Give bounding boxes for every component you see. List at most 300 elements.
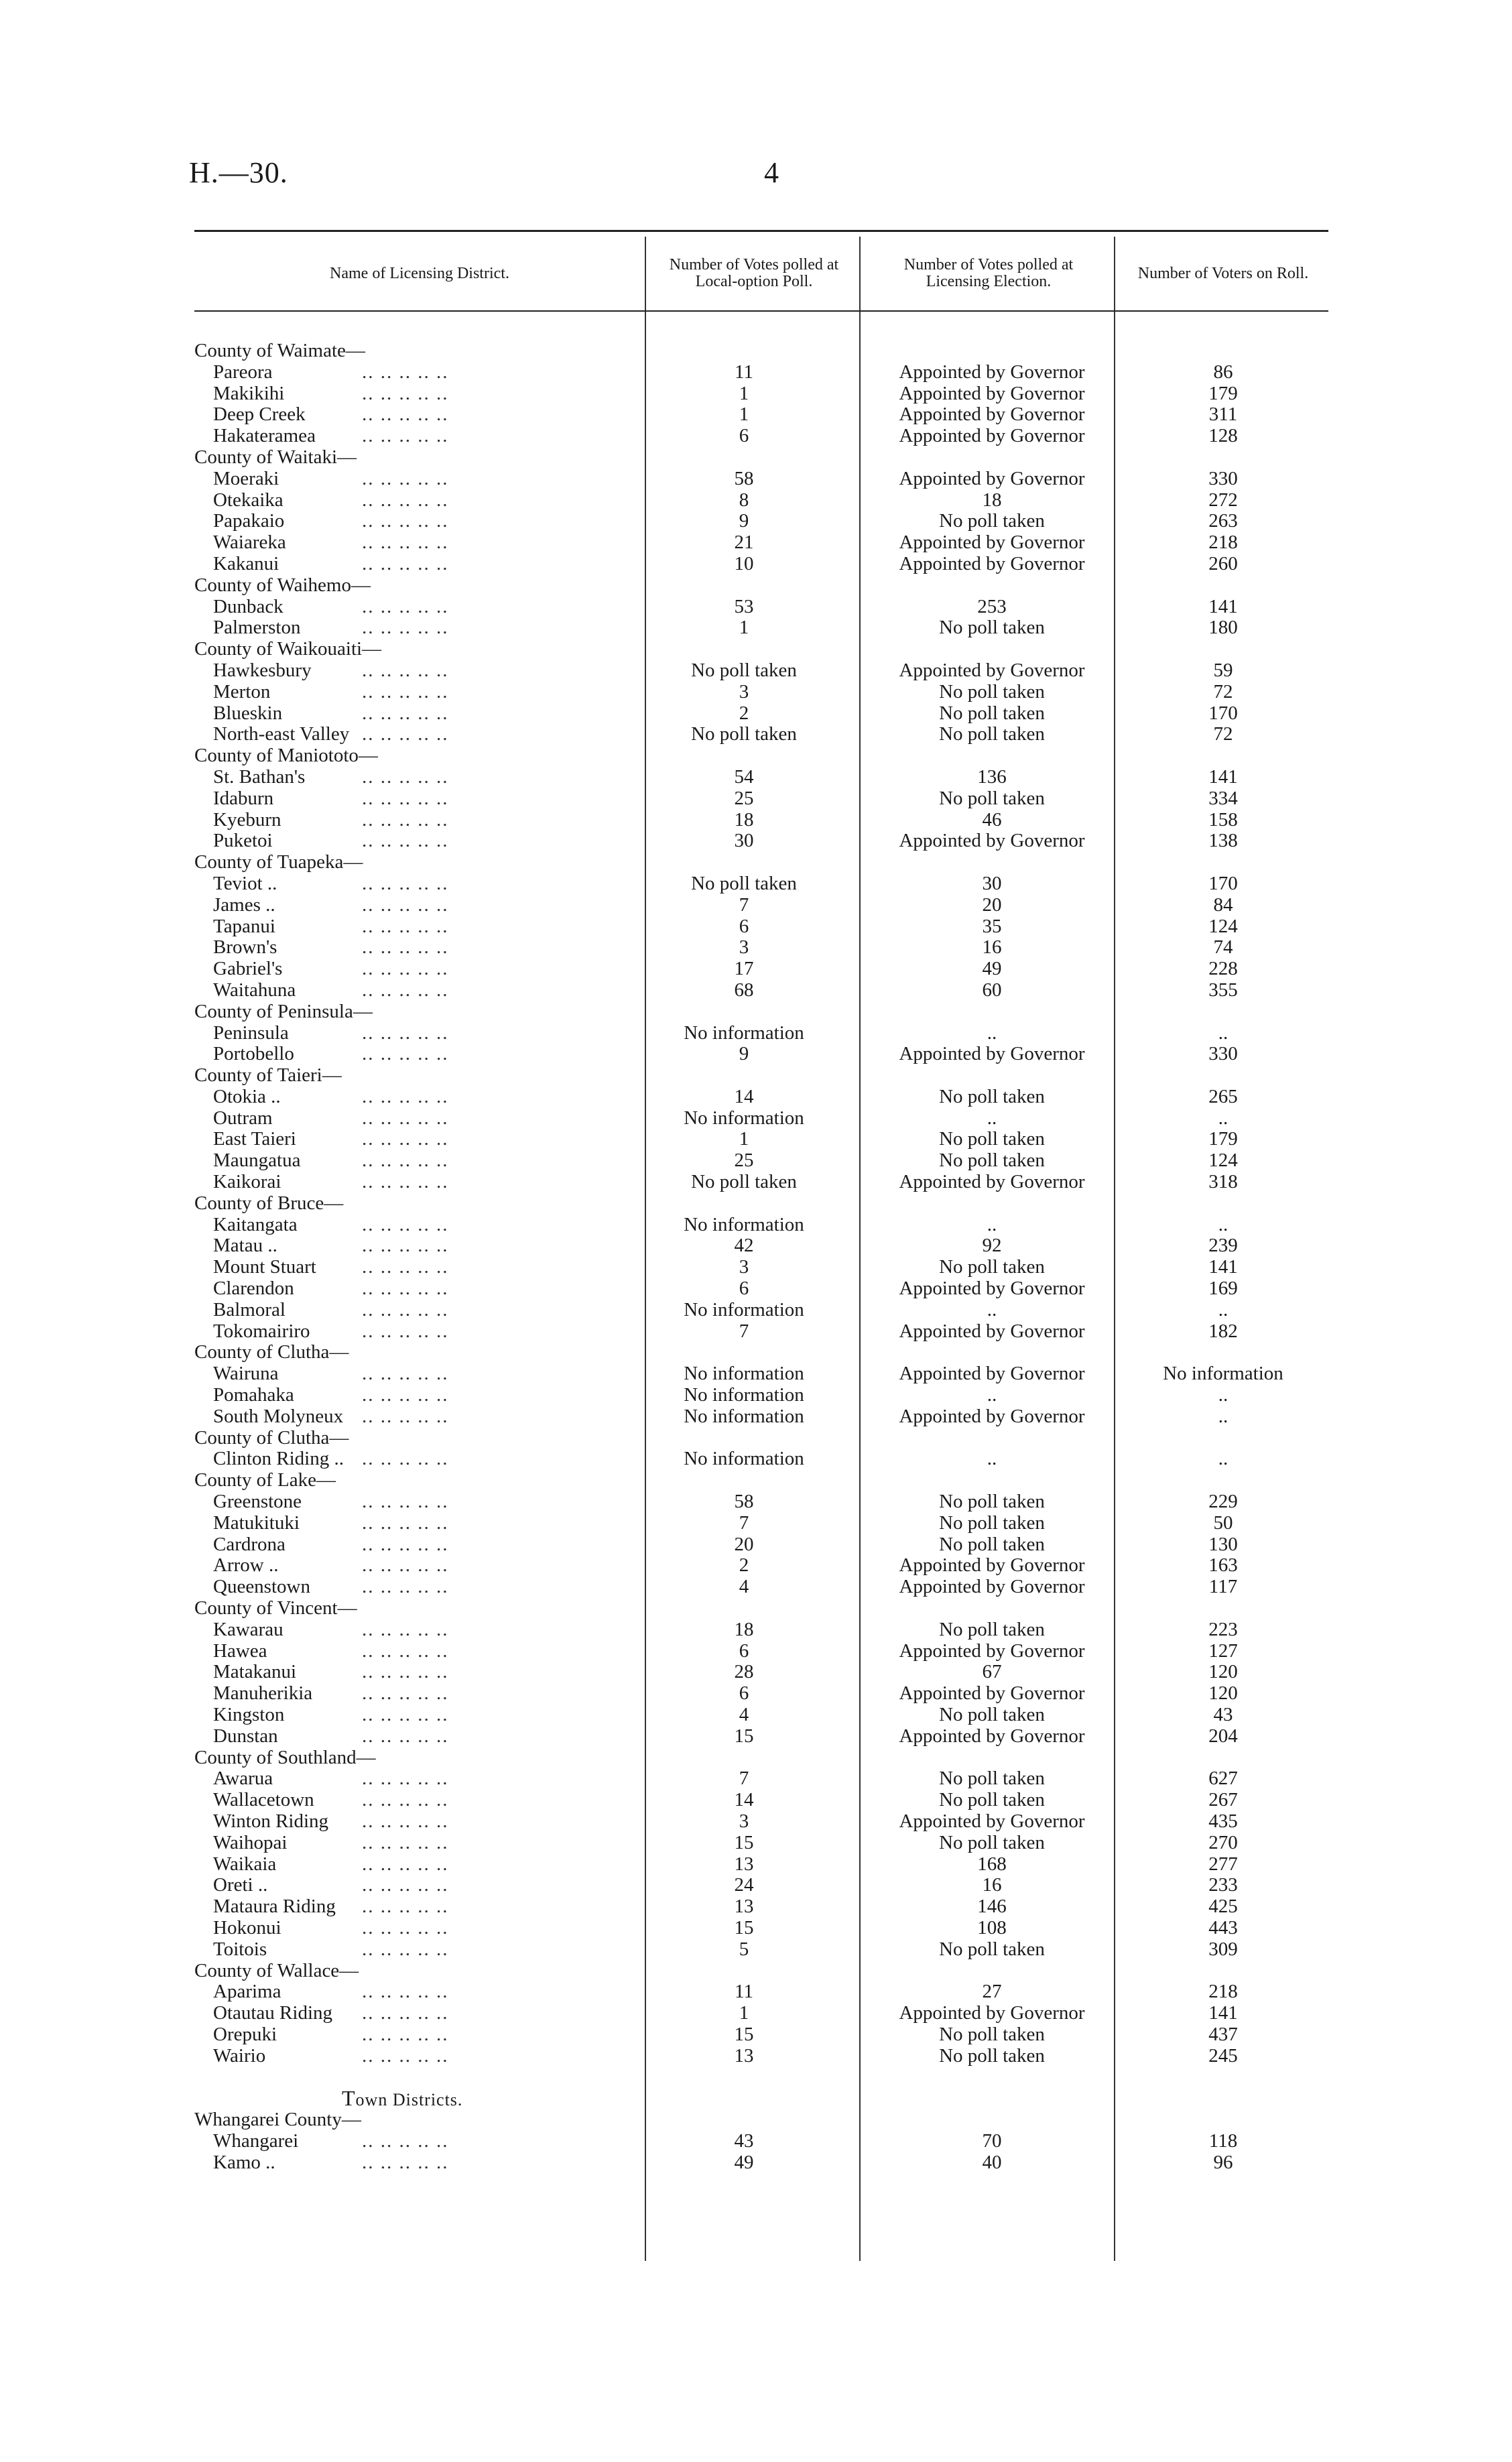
table-row [194,873,1328,895]
licensing-votes: 16 [982,1874,1002,1896]
voters-on-roll: 270 [1208,1831,1238,1853]
district-name: Oreti .. [213,1875,271,1896]
licensing-votes: Appointed by Governor [899,467,1085,489]
header-licensing: Number of Votes polled at Licensing Election. [903,256,1074,290]
table-row [194,1790,1328,1811]
local-option-votes: No poll taken [691,1171,797,1193]
local-option-votes: 4 [739,1704,749,1725]
leader-dots: .. .. .. .. .. [362,1022,449,1044]
licensing-votes: 27 [982,1981,1002,2003]
voters-on-roll: 330 [1208,1043,1238,1065]
licensing-votes: No poll taken [939,1938,1045,1960]
page-reference: H.—30. [189,156,288,189]
table-row [194,362,1328,383]
district-name: Dunback [213,597,288,618]
voters-on-roll: 627 [1208,1768,1238,1790]
table-row [194,1257,1328,1278]
local-option-votes: 54 [734,765,754,788]
local-option-votes: 3 [739,1810,749,1832]
licensing-votes: Appointed by Governor [899,1554,1085,1577]
county-name: County of Bruce— [194,1192,344,1214]
voters-on-roll: 272 [1208,489,1238,511]
licensing-votes: Appointed by Governor [899,361,1085,383]
district-name: Cardrona [213,1534,290,1556]
voters-on-roll: 180 [1208,617,1238,639]
table-row [194,1726,1328,1747]
table-row [194,1768,1328,1790]
local-option-votes: 42 [734,1235,754,1257]
table-row [194,1619,1328,1641]
licensing-votes: Appointed by Governor [899,830,1085,852]
table-row [194,810,1328,831]
voters-on-roll: 239 [1208,1235,1238,1257]
local-option-votes: 30 [734,830,754,852]
local-option-votes: 58 [734,467,754,489]
voters-on-roll: 96 [1213,2151,1233,2173]
voters-on-roll: 228 [1208,958,1238,980]
leader-dots: .. .. .. .. .. [362,2003,449,2024]
district-name: Kawarau [213,1619,288,1641]
district-name: Deep Creek [213,404,310,426]
header-voters: Number of Voters on Roll. [1137,264,1309,282]
local-option-votes: 1 [739,404,749,426]
district-name: Idaburn [213,788,277,810]
leader-dots: .. .. .. .. .. [362,532,449,554]
leader-dots: .. .. .. .. .. [362,489,449,511]
voters-on-roll: 128 [1208,425,1238,447]
voters-on-roll: .. [1218,1022,1228,1044]
leader-dots: .. .. .. .. .. [362,1555,449,1577]
district-name: Arrow .. [213,1555,282,1577]
county-name: County of Waitaki— [194,446,357,468]
local-option-votes: 13 [734,1896,754,1918]
local-option-votes: 43 [734,2130,754,2152]
table-row [194,1577,1328,1598]
licensing-votes: 253 [977,595,1007,617]
district-name: Moeraki [213,469,283,490]
county-heading [194,639,1328,660]
district-name: Kamo .. [213,2152,279,2174]
licensing-votes: Appointed by Governor [899,659,1085,681]
voters-on-roll: 334 [1208,787,1238,809]
local-option-votes: 6 [739,1640,749,1662]
district-name: Dunstan [213,1726,282,1747]
voters-on-roll: 118 [1208,2130,1238,2152]
district-name: Aparima [213,1981,285,2003]
leader-dots: .. .. .. .. .. [362,1107,449,1129]
district-name: Pareora [213,362,277,383]
leader-dots: .. .. .. .. .. [362,681,449,702]
voters-on-roll: 158 [1208,808,1238,830]
licensing-votes: 136 [977,765,1007,788]
district-name: Clinton Riding .. [213,1449,348,1470]
county-name: County of Waimate— [194,341,365,361]
voters-on-roll: 355 [1208,979,1238,1001]
licensing-votes: No poll taken [939,1256,1045,1278]
licensing-votes: 46 [982,808,1002,830]
voters-on-roll: 182 [1208,1320,1238,1342]
table-row [194,1811,1328,1833]
leader-dots: .. .. .. .. .. [362,1512,449,1534]
local-option-votes: 11 [735,361,753,383]
leader-dots: .. .. .. .. .. [362,1491,449,1513]
licensing-votes: No poll taken [939,510,1045,532]
licensing-votes: No poll taken [939,1512,1045,1534]
table-row [194,1278,1328,1300]
local-option-votes: 3 [739,1256,749,1278]
county-heading [194,852,1328,873]
table-row [194,1534,1328,1556]
table-row [194,1981,1328,2003]
local-option-votes: 13 [734,1853,754,1875]
district-name: Portobello [213,1044,298,1065]
licensing-votes: Appointed by Governor [899,1043,1085,1065]
local-option-votes: 17 [734,958,754,980]
county-heading [194,2109,1328,2131]
local-option-votes: 7 [739,1320,749,1342]
district-name: Waihopai [213,1833,291,1854]
leader-dots: .. .. .. .. .. [362,660,449,681]
table-row [194,788,1328,810]
table-row [194,2152,1328,2174]
district-name: Winton Riding [213,1811,332,1833]
leader-dots: .. .. .. .. .. [362,2152,449,2173]
voters-on-roll: 169 [1208,1278,1238,1300]
licensing-votes: No poll taken [939,702,1045,724]
district-name: Awarua [213,1768,277,1790]
district-name: Kaikorai [213,1172,285,1193]
licensing-votes: No poll taken [939,2023,1045,2045]
leader-dots: .. .. .. .. .. [362,1449,449,1470]
county-heading [194,1342,1328,1363]
district-name: Greenstone [213,1491,306,1513]
table-row [194,1705,1328,1726]
county-name: County of Clutha— [194,1427,349,1449]
header-district: Name of Licensing District. [330,264,509,282]
leader-dots: .. .. .. .. .. [362,2045,449,2067]
leader-dots: .. .. .. .. .. [362,937,449,959]
county-heading [194,1961,1328,1982]
county-heading [194,341,1328,362]
voters-on-roll: 229 [1208,1491,1238,1513]
licensing-votes: .. [987,1384,997,1406]
local-option-votes: 14 [734,1789,754,1811]
table-row [194,703,1328,725]
district-name: Wallacetown [213,1790,318,1811]
local-option-votes: No information [684,1448,804,1470]
table-row [194,959,1328,980]
voters-on-roll: 218 [1208,1981,1238,2003]
voters-on-roll: 124 [1208,915,1238,937]
local-option-votes: No information [684,1022,804,1044]
voters-on-roll: 124 [1208,1150,1238,1172]
voters-on-roll: .. [1218,1213,1228,1235]
table-row [194,767,1328,788]
licensing-votes: No poll taken [939,1768,1045,1790]
district-name: Hakateramea [213,426,320,447]
district-name: Kaitangata [213,1215,302,1236]
licensing-votes: 49 [982,958,1002,980]
table-row [194,469,1328,490]
leader-dots: .. .. .. .. .. [362,1257,449,1278]
leader-dots: .. .. .. .. .. [362,1086,449,1107]
district-name: Waitahuna [213,980,300,1001]
licensing-votes: Appointed by Governor [899,382,1085,404]
leader-dots: .. .. .. .. .. [362,1790,449,1811]
local-option-votes: 21 [734,532,754,554]
voters-on-roll: 425 [1208,1896,1238,1918]
county-name: County of Tuapeka— [194,852,363,873]
leader-dots: .. .. .. .. .. [362,383,449,404]
leader-dots: .. .. .. .. .. [362,1832,449,1853]
voters-on-roll: 179 [1208,1128,1238,1150]
licensing-votes: 35 [982,915,1002,937]
table-row [194,1363,1328,1385]
table-row [194,1491,1328,1513]
local-option-votes: 10 [734,552,754,574]
local-option-votes: 25 [734,1150,754,1172]
county-heading [194,575,1328,597]
district-name: Otekaika [213,490,288,511]
voters-on-roll: 86 [1213,361,1233,383]
table-row [194,1513,1328,1534]
local-option-votes: 15 [734,1725,754,1747]
voters-on-roll: 50 [1213,1512,1233,1534]
county-name: County of Vincent— [194,1598,357,1619]
voters-on-roll: .. [1218,1405,1228,1427]
district-name: Puketoi [213,830,277,852]
local-option-votes: 15 [734,1916,754,1938]
voters-on-roll: 267 [1208,1789,1238,1811]
licensing-votes: 18 [982,489,1002,511]
voters-on-roll: 218 [1208,532,1238,554]
licensing-votes: No poll taken [939,680,1045,702]
licensing-votes: 16 [982,936,1002,959]
local-option-votes: 1 [739,617,749,639]
local-option-votes: 9 [739,510,749,532]
local-option-votes: No information [684,1363,804,1385]
table-row [194,1215,1328,1236]
county-heading [194,1428,1328,1449]
table-row [194,1150,1328,1172]
voters-on-roll: 265 [1208,1085,1238,1107]
leader-dots: .. .. .. .. .. [362,1938,449,1960]
table-row [194,682,1328,703]
leader-dots: .. .. .. .. .. [362,1534,449,1555]
table-row [194,511,1328,532]
district-name: Papakaio [213,511,288,532]
county-name: County of Waihemo— [194,574,371,596]
district-name: Maungatua [213,1150,304,1172]
county-heading [194,1001,1328,1023]
licensing-votes: Appointed by Governor [899,1640,1085,1662]
leader-dots: .. .. .. .. .. [362,553,449,574]
district-name: Waiareka [213,532,290,554]
local-option-votes: 8 [739,489,749,511]
table-row [194,617,1328,639]
table-row [194,1300,1328,1321]
local-option-votes: No information [684,1405,804,1427]
district-name: Brown's [213,937,281,959]
table-row [194,404,1328,426]
leader-dots: .. .. .. .. .. [362,1214,449,1235]
table-top-rule [194,230,1328,232]
leader-dots: .. .. .. .. .. [362,788,449,809]
voters-on-roll: 330 [1208,467,1238,489]
licensing-votes: 20 [982,894,1002,916]
table-row [194,1235,1328,1257]
leader-dots: .. .. .. .. .. [362,1875,449,1896]
county-name: County of Wallace— [194,1960,359,1981]
table-row [194,1555,1328,1577]
district-name: Orepuki [213,2024,281,2046]
district-name: Otautau Riding [213,2003,336,2024]
licensing-votes: No poll taken [939,1128,1045,1150]
licensing-votes: No poll taken [939,617,1045,639]
district-name: Outram [213,1108,277,1129]
licensing-votes: No poll taken [939,1150,1045,1172]
table-row [194,830,1328,852]
county-heading [194,745,1328,767]
licensing-votes: 30 [982,872,1002,894]
county-heading [194,1747,1328,1769]
leader-dots: .. .. .. .. .. [362,809,449,830]
county-name: Whangarei County— [194,2109,361,2131]
table-row [194,980,1328,1001]
district-name: Balmoral [213,1300,290,1321]
local-option-votes: 25 [734,787,754,809]
voters-on-roll: 277 [1208,1853,1238,1875]
table-row [194,1854,1328,1875]
county-name: County of Taieri— [194,1065,342,1087]
local-option-votes: 7 [739,1512,749,1534]
local-option-votes: 53 [734,595,754,617]
leader-dots: .. .. .. .. .. [362,1705,449,1725]
leader-dots: .. .. .. .. .. [362,830,449,852]
district-name: Hawkesbury [213,660,316,682]
county-name: County of Peninsula— [194,1001,373,1022]
licensing-votes: No poll taken [939,1491,1045,1513]
leader-dots: .. .. .. .. .. [362,1278,449,1300]
licensing-votes: Appointed by Governor [899,552,1085,574]
leader-dots: .. .. .. .. .. [362,1385,449,1406]
voters-on-roll: 59 [1213,659,1233,681]
district-name: East Taieri [213,1129,300,1150]
licensing-votes: Appointed by Governor [899,425,1085,447]
leader-dots: .. .. .. .. .. [362,1363,449,1385]
district-name: Kakanui [213,554,283,575]
district-name: Tapanui [213,916,279,938]
local-option-votes: No poll taken [691,872,797,894]
licensing-votes: Appointed by Governor [899,1725,1085,1747]
licensing-votes: 146 [977,1896,1007,1918]
table-body [194,341,1328,2174]
leader-dots: .. .. .. .. .. [362,1662,449,1683]
table-row [194,2046,1328,2067]
voters-on-roll: 84 [1213,894,1233,916]
voters-on-roll: 309 [1208,1938,1238,1960]
district-name: Matakanui [213,1662,300,1683]
voters-on-roll: 141 [1208,1256,1238,1278]
voters-on-roll: 72 [1213,680,1233,702]
page-number: 4 [764,156,779,189]
leader-dots: .. .. .. .. .. [362,2024,449,2045]
licensing-votes: 40 [982,2151,1002,2173]
leader-dots: .. .. .. .. .. [362,1150,449,1172]
licensing-votes: No poll taken [939,1831,1045,1853]
district-name: Waikaia [213,1854,280,1875]
local-option-votes: 2 [739,1554,749,1577]
table-row [194,1385,1328,1406]
voters-on-roll: 233 [1208,1874,1238,1896]
voters-on-roll: 141 [1208,2002,1238,2024]
licensing-votes: No poll taken [939,1618,1045,1640]
district-name: Clarendon [213,1278,298,1300]
local-option-votes: 28 [734,1661,754,1683]
table-row [194,1321,1328,1343]
local-option-votes: 1 [739,1128,749,1150]
licensing-votes: No poll taken [939,1789,1045,1811]
local-option-votes: 15 [734,1831,754,1853]
licensing-votes: Appointed by Governor [899,1363,1085,1385]
licensing-votes: Appointed by Governor [899,532,1085,554]
leader-dots: .. .. .. .. .. [362,468,449,489]
licensing-votes: .. [987,1298,997,1320]
table-row [194,1449,1328,1470]
district-name: Kingston [213,1705,288,1726]
leader-dots: .. .. .. .. .. [362,2130,449,2152]
header-bottom-rule [194,310,1328,312]
leader-dots: .. .. .. .. .. [362,702,449,724]
county-heading [194,447,1328,469]
voters-on-roll: 74 [1213,936,1233,959]
leader-dots: .. .. .. .. .. [362,426,449,447]
leader-dots: .. .. .. .. .. [362,724,449,745]
leader-dots: .. .. .. .. .. [362,1683,449,1705]
table-row [194,490,1328,511]
leader-dots: .. .. .. .. .. [362,959,449,980]
district-name: Merton [213,682,274,703]
local-option-votes: 1 [739,2002,749,2024]
leader-dots: .. .. .. .. .. [362,1853,449,1875]
local-option-votes: No information [684,1213,804,1235]
table-row [194,426,1328,447]
local-option-votes: 5 [739,1938,749,1960]
table-row [194,1406,1328,1428]
leader-dots: .. .. .. .. .. [362,361,449,383]
table-row [194,660,1328,682]
table-row [194,1683,1328,1705]
table-row [194,1641,1328,1662]
local-option-votes: 6 [739,1278,749,1300]
county-name: County of Waikouaiti— [194,639,382,660]
district-name: Peninsula [213,1023,293,1044]
table-row [194,532,1328,554]
licensing-votes: Appointed by Governor [899,1320,1085,1342]
local-option-votes: 13 [734,2044,754,2067]
voters-on-roll: 437 [1208,2023,1238,2045]
voters-on-roll: .. [1218,1298,1228,1320]
table-row [194,1833,1328,1854]
leader-dots: .. .. .. .. .. [362,1640,449,1662]
table-row [194,554,1328,575]
table-row [194,895,1328,916]
leader-dots: .. .. .. .. .. [362,1981,449,2003]
district-name: Hawea [213,1641,271,1662]
voters-on-roll: 263 [1208,510,1238,532]
local-option-votes: No information [684,1384,804,1406]
local-option-votes: 18 [734,808,754,830]
